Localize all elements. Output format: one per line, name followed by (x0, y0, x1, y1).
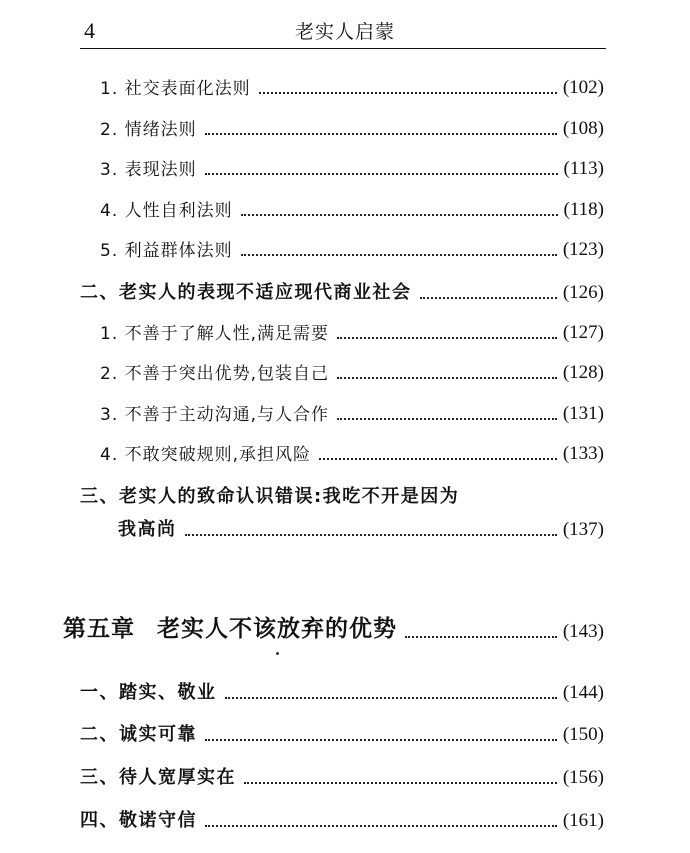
toc-entry-page: (123) (562, 239, 604, 260)
toc-entry[interactable] (100, 74, 604, 99)
toc-entry-title: 5. 利益群体法则 (100, 241, 233, 261)
toc-entry-page: (102) (562, 77, 604, 98)
toc-entry-page: (126) (562, 282, 604, 303)
toc-entry-title: 3. 表现法则 (100, 160, 197, 180)
toc-section-entry[interactable] (80, 678, 604, 704)
page-number: 4 (84, 18, 95, 43)
toc-entry-title: 四、敬诺守信 (80, 810, 197, 831)
chapter-number: 第五章 (63, 615, 135, 642)
running-title: 老实人启蒙 (294, 21, 395, 43)
toc-entry[interactable] (100, 359, 604, 384)
dot-leader (205, 172, 558, 175)
toc-entry-title: 2. 不善于突出优势,包装自己 (100, 364, 330, 384)
toc-section-entry[interactable] (80, 763, 604, 789)
dot-leader (185, 533, 557, 536)
toc-section-entry[interactable] (118, 515, 604, 541)
toc-section-entry[interactable] (80, 806, 604, 832)
toc-entry-title: 二、诚实可靠 (80, 724, 197, 745)
toc-section-entry[interactable] (80, 720, 604, 746)
toc-entry-title: 三、待人宽厚实在 (80, 767, 236, 788)
toc-entry[interactable] (100, 236, 604, 261)
toc-entry[interactable] (100, 115, 604, 140)
dot-leader (205, 738, 557, 741)
dot-leader (205, 824, 557, 827)
toc-entry[interactable] (100, 400, 604, 425)
toc-entry-title: 1. 不善于了解人性,满足需要 (100, 324, 330, 344)
dot-leader (337, 417, 557, 420)
toc-entry[interactable] (100, 196, 604, 221)
toc-entry-page: (118) (563, 199, 604, 220)
toc-entry-title: 二、老实人的表现不适应现代商业社会 (80, 282, 412, 303)
toc-entry[interactable] (100, 440, 604, 465)
toc-entry-title: 我高尚 (118, 519, 177, 540)
toc-entry-page: (108) (562, 118, 604, 139)
toc-entry-title: 3. 不善于主动沟通,与人合作 (100, 405, 330, 425)
toc-entry-page: (131) (562, 403, 604, 424)
toc-entry-page: (133) (562, 443, 604, 464)
toc-section-title-line1[interactable]: 三、老实人的致命认识错误:我吃不开是因为 (80, 486, 460, 507)
toc-entry-page: (137) (562, 519, 604, 540)
toc-entry-page: (156) (562, 767, 604, 788)
toc-entry[interactable] (100, 319, 604, 344)
toc-entry-title: 1. 社交表面化法则 (100, 79, 251, 99)
toc-chapter-entry[interactable] (63, 610, 604, 643)
chapter-heading (63, 610, 397, 643)
dot-leader (259, 91, 557, 94)
dot-leader (420, 296, 557, 299)
toc-section-entry[interactable] (80, 278, 604, 304)
dot-leader (337, 336, 557, 339)
toc-entry-title: 4. 人性自利法则 (100, 201, 233, 221)
dot-leader (244, 781, 557, 784)
toc-entry-title: 一、踏实、敬业 (80, 682, 217, 703)
dot-leader (405, 635, 557, 638)
toc-entry[interactable] (100, 155, 604, 180)
toc-entry-page: (127) (562, 322, 604, 343)
dot-leader (241, 213, 558, 216)
dot-leader (319, 457, 557, 460)
toc-entry-page: (161) (562, 810, 604, 831)
toc-entry-page: (143) (562, 621, 604, 642)
toc-entry-page: (150) (562, 724, 604, 745)
dot-leader (337, 376, 557, 379)
print-speck (276, 652, 279, 655)
dot-leader (205, 132, 557, 135)
toc-entry-title: 2. 情绪法则 (100, 120, 197, 140)
toc-entry-page: (113) (563, 158, 604, 179)
toc-entry-title: 4. 不敢突破规则,承担风险 (100, 445, 312, 465)
dot-leader (241, 253, 557, 256)
dot-leader (225, 696, 557, 699)
toc-entry-page: (128) (562, 362, 604, 383)
toc-entry-page: (144) (562, 682, 604, 703)
chapter-title: 老实人不该放弃的优势 (157, 615, 397, 642)
